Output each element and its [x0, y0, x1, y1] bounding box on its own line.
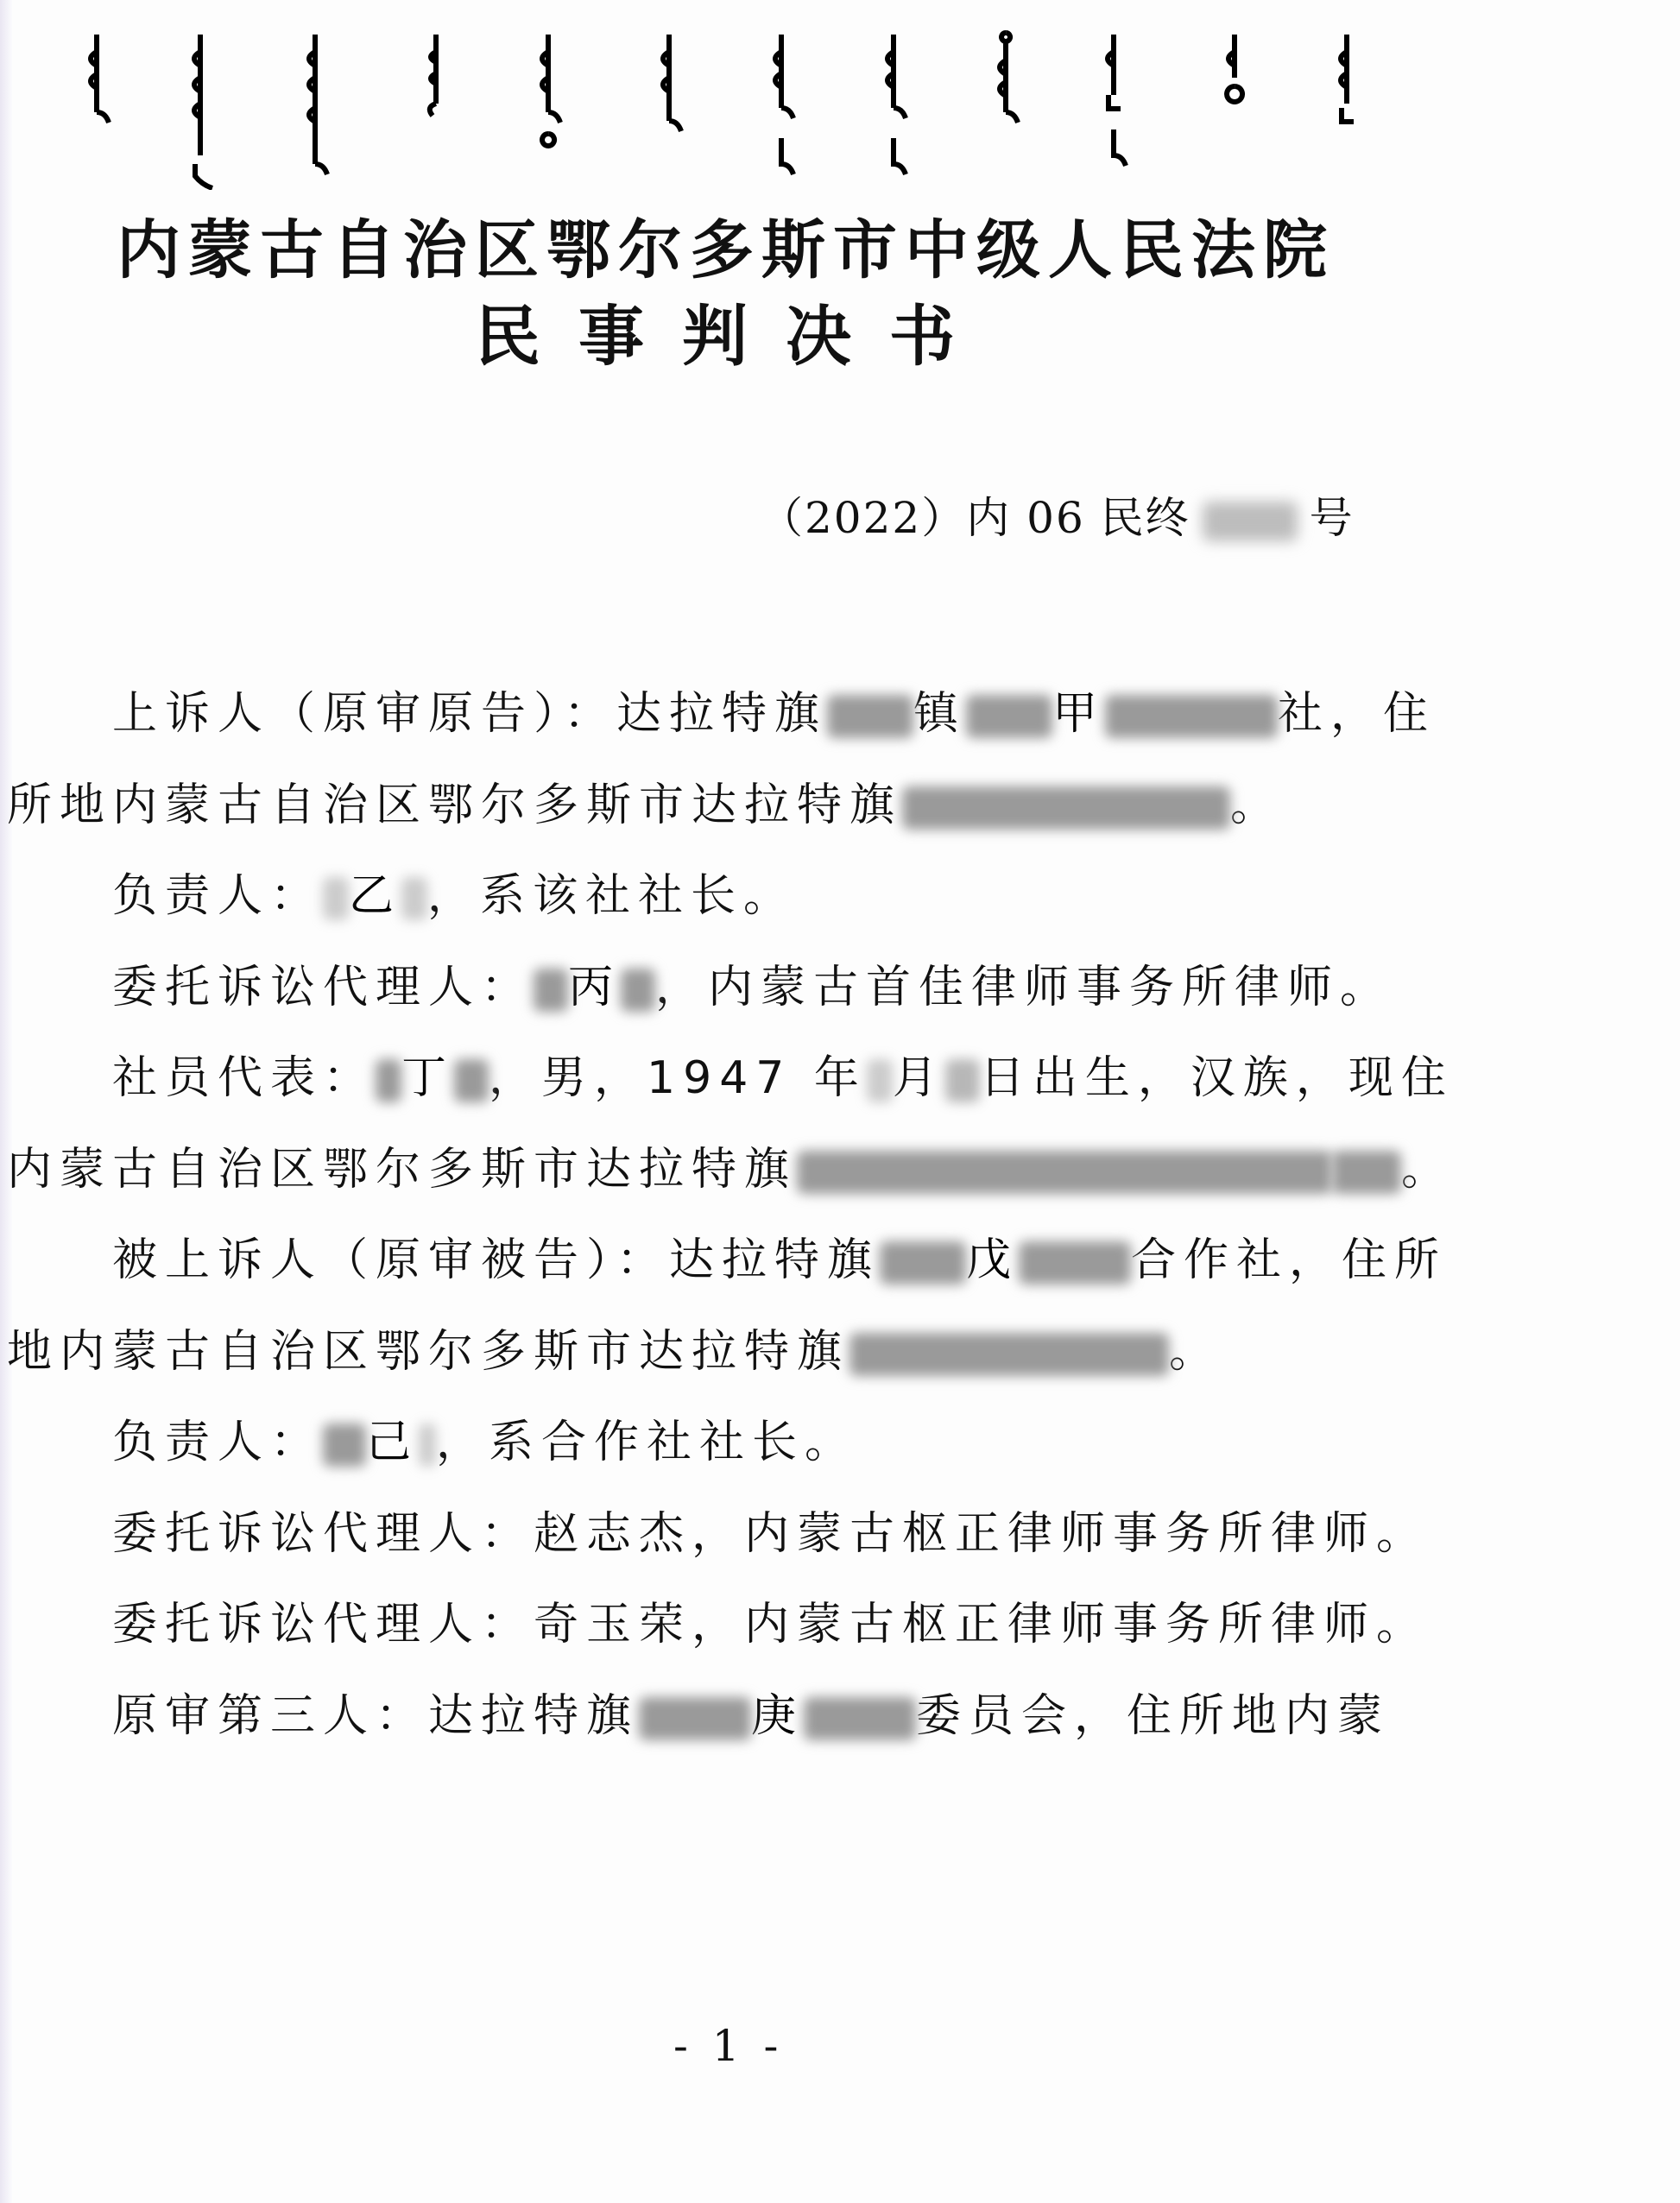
- redaction-address: [849, 1333, 1169, 1376]
- placeholder-name-wu: 戊: [966, 1234, 1020, 1286]
- redaction-address: [1332, 1151, 1401, 1194]
- redacted-case-digits: [1203, 502, 1298, 541]
- redaction: [639, 1697, 751, 1740]
- case-number-prefix: （2022）内 06 民终: [760, 493, 1191, 543]
- paragraph-third-party: [7, 1671, 1466, 1763]
- paragraph-appellant-head: [7, 851, 1466, 943]
- redaction: [419, 1423, 436, 1467]
- redaction: [323, 1423, 366, 1467]
- paragraph-appellant: [7, 669, 1466, 851]
- redaction: [902, 786, 1230, 830]
- redaction: [621, 969, 655, 1012]
- placeholder-name-jia: 甲: [1052, 688, 1106, 740]
- paragraph-appellee-agent-1: 委托诉讼代理人：赵志杰，内蒙古枢正律师事务所律师。: [112, 1507, 1430, 1560]
- redaction: [376, 1059, 401, 1102]
- paragraph-appellee-agent-2: 委托诉讼代理人：奇玉荣，内蒙古枢正律师事务所律师。: [112, 1599, 1430, 1651]
- placeholder-name-bing: 丙: [568, 961, 622, 1013]
- text: 原审第三人：达拉特旗: [112, 1689, 640, 1742]
- redaction: [1019, 1241, 1131, 1285]
- mongolian-court-header: [0, 0, 1680, 199]
- paragraph-member-representative: [7, 1033, 1466, 1215]
- mongolian-word-7: [764, 26, 799, 181]
- mongolian-word-2: [183, 26, 218, 190]
- placeholder-name-geng: 庚: [751, 1689, 805, 1742]
- redaction: [804, 1697, 916, 1740]
- mongolian-word-9: [988, 26, 1023, 138]
- redaction-address: [797, 1151, 1332, 1194]
- mongolian-word-12: [1329, 26, 1364, 138]
- text: 社员代表：: [112, 1052, 376, 1104]
- text: 镇: [913, 688, 967, 740]
- redaction: [966, 695, 1052, 738]
- redaction: [880, 1241, 966, 1285]
- text: 社，住所地内蒙古自治区鄂尔多斯市达拉特旗: [7, 688, 1437, 831]
- text: 上诉人（原审原告）：达拉特旗: [112, 688, 828, 740]
- text: 负责人：: [112, 870, 324, 922]
- placeholder-name-ji: 己: [366, 1417, 420, 1468]
- redaction: [401, 877, 427, 920]
- text: 委托诉讼代理人：: [112, 961, 534, 1013]
- text: 合作社，住所地内蒙古自治区鄂尔多斯市达拉特旗: [7, 1234, 1448, 1378]
- mongolian-word-11: [1217, 26, 1252, 121]
- page-number: - 1 -: [673, 2021, 784, 2071]
- text: 。: [1230, 779, 1284, 831]
- document-type-title: 民事判决书: [475, 298, 993, 375]
- placeholder-name-ding: 丁: [401, 1052, 455, 1104]
- redaction-day: [945, 1059, 980, 1102]
- redaction-month: [867, 1059, 893, 1102]
- text: 月: [892, 1052, 945, 1104]
- mongolian-word-5: [531, 26, 565, 155]
- mongolian-word-10: [1096, 26, 1131, 173]
- text: 负责人：: [112, 1417, 324, 1468]
- mongolian-word-3: [298, 26, 332, 181]
- text: ，内蒙古首佳律师事务所律师。: [655, 961, 1393, 1013]
- mongolian-word-4: [419, 26, 453, 121]
- case-number-suffix: 号: [1309, 493, 1355, 543]
- text: 。: [1169, 1325, 1222, 1378]
- case-number: [760, 488, 1355, 548]
- text: ，系该社社长。: [427, 870, 797, 922]
- paragraph-appellee-head: [7, 1398, 1466, 1489]
- text: 委员会，住所地内蒙: [916, 1689, 1391, 1742]
- redaction: [1105, 695, 1278, 738]
- text: 被上诉人（原审被告）：达拉特旗: [112, 1234, 881, 1286]
- text: ，男，1947 年: [489, 1052, 867, 1104]
- placeholder-name-yi: 乙: [349, 870, 402, 922]
- redaction: [534, 969, 568, 1012]
- text: 。: [1401, 1143, 1455, 1196]
- judgment-body: [7, 669, 1466, 1762]
- mongolian-word-1: [79, 26, 114, 129]
- redaction: [454, 1059, 489, 1102]
- redaction: [323, 877, 349, 920]
- text: ，系合作社社长。: [436, 1417, 858, 1468]
- redaction: [827, 695, 913, 738]
- mongolian-word-8: [876, 26, 911, 181]
- paragraph-appellant-agent: [7, 943, 1466, 1034]
- mongolian-word-6: [652, 26, 686, 138]
- paragraph-appellee: [7, 1215, 1466, 1398]
- text: 日出生，汉族，现住内蒙古自治区鄂尔多斯市达拉特旗: [7, 1052, 1454, 1196]
- court-title: 内蒙古自治区鄂尔多斯市中级人民法院: [117, 213, 1335, 287]
